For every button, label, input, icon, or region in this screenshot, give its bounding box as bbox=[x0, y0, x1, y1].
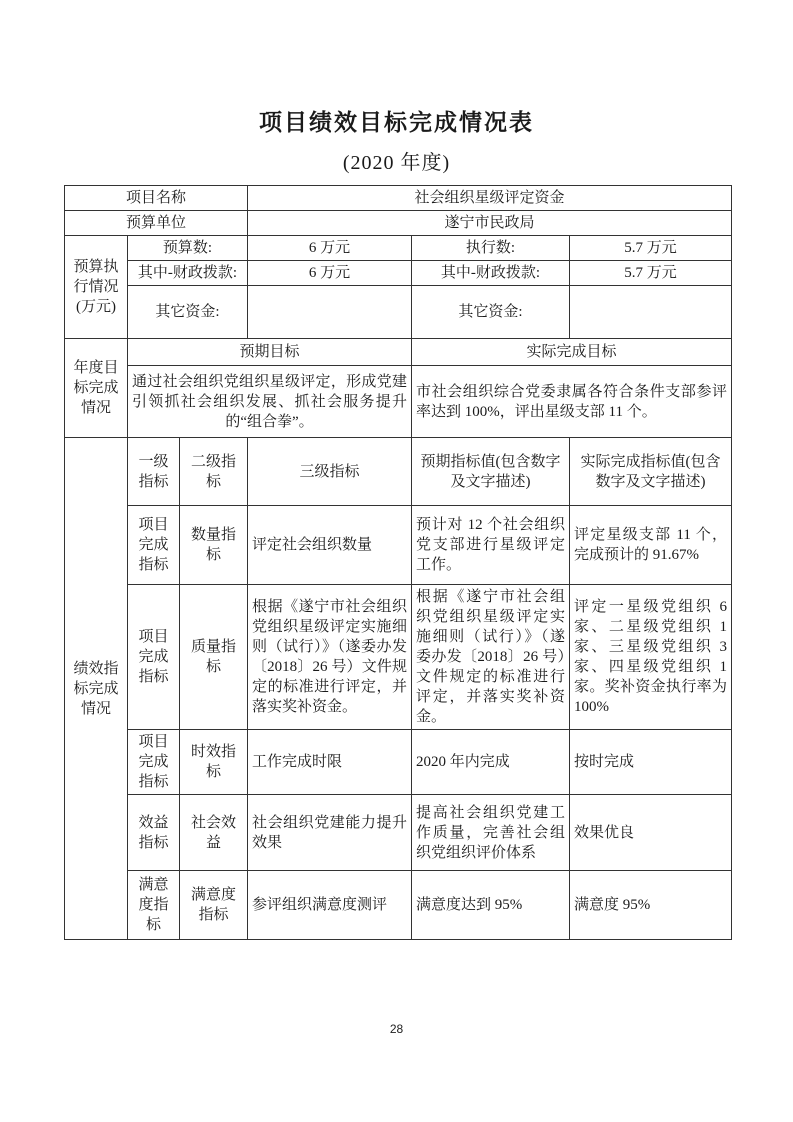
table-row bbox=[65, 261, 732, 286]
indicator-expected: 预计对 12 个社会组织党支部进行星级评定工作。 bbox=[412, 506, 570, 585]
table-row bbox=[65, 585, 732, 730]
table-row bbox=[65, 795, 732, 871]
table-row bbox=[65, 211, 732, 236]
budget-fiscal-value: 6 万元 bbox=[248, 261, 412, 286]
indicator-level2: 满意度指标 bbox=[180, 871, 248, 940]
executed-fiscal-value: 5.7 万元 bbox=[570, 261, 732, 286]
indicator-level2: 社会效益 bbox=[180, 795, 248, 871]
executed-fiscal-label: 其中-财政拨款: bbox=[412, 261, 570, 286]
page-title: 项目绩效目标完成情况表 bbox=[259, 109, 534, 135]
indicator-actual: 评定一星级党组织 6 家、二星级党组织 1 家、三星级党组织 3 家、四星级党组织 1 家。奖补资金执行率为 100% bbox=[570, 585, 732, 730]
annual-goal-section-label: 年度目标完成情况 bbox=[65, 339, 128, 438]
indicator-level2: 质量指标 bbox=[180, 585, 248, 730]
budget-other-value bbox=[248, 286, 412, 339]
indicator-level1: 满意度指标 bbox=[128, 871, 180, 940]
header-level3: 三级指标 bbox=[248, 438, 412, 506]
indicator-expected: 满意度达到 95% bbox=[412, 871, 570, 940]
table-row bbox=[65, 339, 732, 366]
table-row bbox=[65, 506, 732, 585]
header-expected-value: 预期指标值(包含数字及文字描述) bbox=[412, 438, 570, 506]
header-actual-value: 实际完成指标值(包含数字及文字描述) bbox=[570, 438, 732, 506]
performance-table bbox=[64, 185, 732, 940]
project-name-label: 项目名称 bbox=[65, 186, 248, 211]
table-row bbox=[65, 186, 732, 211]
indicator-level3: 根据《遂宁市社会组织党组织星级评定实施细则（试行）》（遂委办发〔2018〕26 号）文件规定的标准进行评定，并落实奖补资金。 bbox=[248, 585, 412, 730]
budget-amount-label: 预算数: bbox=[128, 236, 248, 261]
page-number: 28 bbox=[389, 1022, 404, 1036]
budget-section-label: 预算执行情况(万元) bbox=[65, 236, 128, 339]
executed-amount-label: 执行数: bbox=[412, 236, 570, 261]
indicator-actual: 满意度 95% bbox=[570, 871, 732, 940]
indicator-level1: 项目完成指标 bbox=[128, 730, 180, 795]
indicator-expected: 提高社会组织党建工作质量，完善社会组织党组织评价体系 bbox=[412, 795, 570, 871]
budget-amount-value: 6 万元 bbox=[248, 236, 412, 261]
indicator-level1: 项目完成指标 bbox=[128, 585, 180, 730]
page-subtitle: (2020 年度) bbox=[342, 152, 451, 174]
header-level1: 一级指标 bbox=[128, 438, 180, 506]
indicator-level1: 项目完成指标 bbox=[128, 506, 180, 585]
indicator-level1: 效益指标 bbox=[128, 795, 180, 871]
indicator-expected: 2020 年内完成 bbox=[412, 730, 570, 795]
indicator-level3: 社会组织党建能力提升效果 bbox=[248, 795, 412, 871]
executed-other-label: 其它资金: bbox=[412, 286, 570, 339]
indicator-level2: 数量指标 bbox=[180, 506, 248, 585]
budget-unit-label: 预算单位 bbox=[65, 211, 248, 236]
indicator-actual: 按时完成 bbox=[570, 730, 732, 795]
indicator-level3: 参评组织满意度测评 bbox=[248, 871, 412, 940]
table-row bbox=[65, 871, 732, 940]
expected-goal-header: 预期目标 bbox=[128, 339, 412, 366]
table-row bbox=[65, 438, 732, 506]
budget-unit-value: 遂宁市民政局 bbox=[248, 211, 732, 236]
actual-goal-text: 市社会组织综合党委隶属各符合条件支部参评率达到 100%，评出星级支部 11 个。 bbox=[412, 366, 732, 438]
budget-other-label: 其它资金: bbox=[128, 286, 248, 339]
indicator-level3: 工作完成时限 bbox=[248, 730, 412, 795]
table-row bbox=[65, 236, 732, 261]
executed-amount-value: 5.7 万元 bbox=[570, 236, 732, 261]
indicator-expected: 根据《遂宁市社会组织党组织星级评定实施细则（试行）》（遂委办发〔2018〕26 号）文件规定的标准进行评定，并落实奖补资金。 bbox=[412, 585, 570, 730]
budget-fiscal-label: 其中-财政拨款: bbox=[128, 261, 248, 286]
indicator-actual: 效果优良 bbox=[570, 795, 732, 871]
table-row bbox=[65, 286, 732, 339]
table-row bbox=[65, 366, 732, 438]
indicator-level3: 评定社会组织数量 bbox=[248, 506, 412, 585]
table-row bbox=[65, 730, 732, 795]
indicator-actual: 评定星级支部 11 个，完成预计的 91.67% bbox=[570, 506, 732, 585]
expected-goal-text: 通过社会组织党组织星级评定，形成党建引领抓社会组织发展、抓社会服务提升的“组合拳”。 bbox=[128, 366, 412, 438]
indicator-level2: 时效指标 bbox=[180, 730, 248, 795]
header-level2: 二级指标 bbox=[180, 438, 248, 506]
actual-goal-header: 实际完成目标 bbox=[412, 339, 732, 366]
indicator-section-label: 绩效指标完成情况 bbox=[65, 438, 128, 940]
project-name-value: 社会组织星级评定资金 bbox=[248, 186, 732, 211]
executed-other-value bbox=[570, 286, 732, 339]
